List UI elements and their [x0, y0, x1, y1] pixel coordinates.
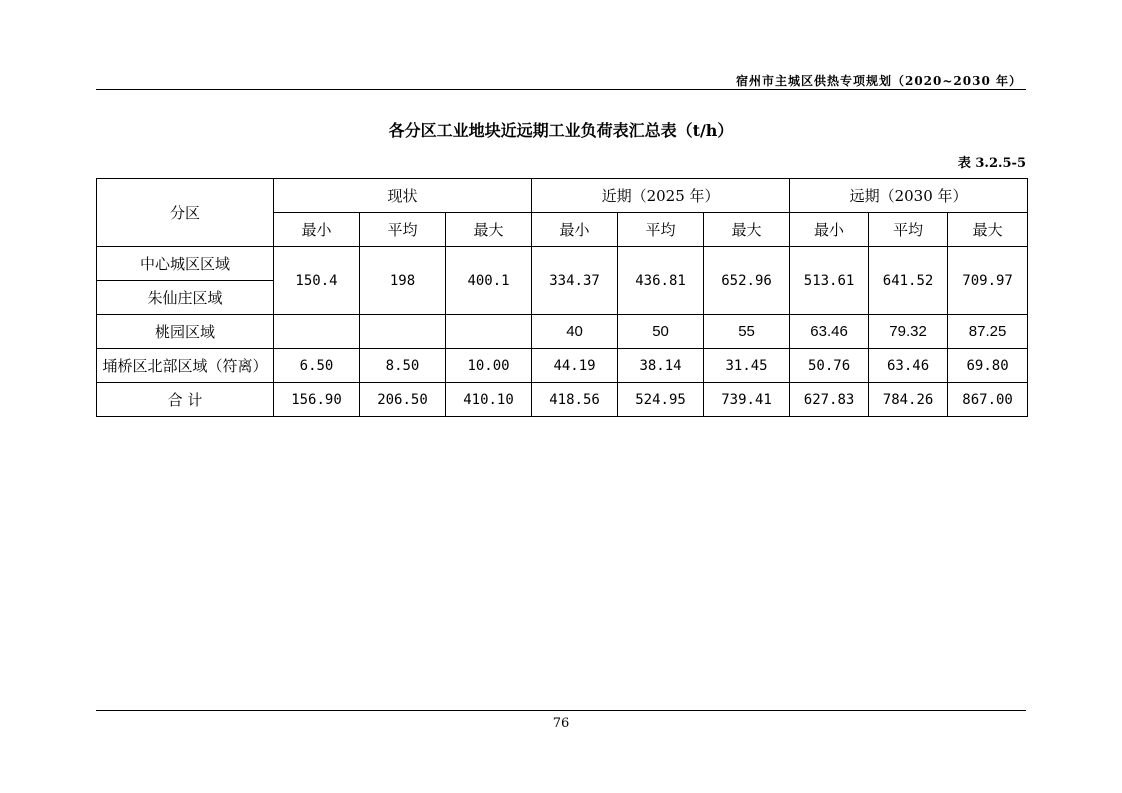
value-cell: 513.61: [790, 247, 869, 315]
table-title: 各分区工业地块近远期工业负荷表汇总表（t/h）: [388, 121, 734, 140]
group-header-near-term: 近期（2025 年）: [532, 179, 790, 213]
group-header-long-term: 远期（2030 年）: [790, 179, 1028, 213]
value-cell: 50: [618, 315, 704, 349]
value-cell: 652.96: [704, 247, 790, 315]
subheader-cell: 最大: [948, 213, 1028, 247]
total-label-cell: 合 计: [97, 383, 274, 417]
total-value-cell: 784.26: [869, 383, 948, 417]
subheader-cell: 最小: [274, 213, 360, 247]
value-cell: [446, 315, 532, 349]
value-cell: 69.80: [948, 349, 1028, 383]
value-cell: 334.37: [532, 247, 618, 315]
total-value-cell: 418.56: [532, 383, 618, 417]
group-header-current: 现状: [274, 179, 532, 213]
total-value-cell: 156.90: [274, 383, 360, 417]
subheader-cell: 平均: [869, 213, 948, 247]
subheader-cell: 最大: [704, 213, 790, 247]
value-cell: 400.1: [446, 247, 532, 315]
value-cell: 436.81: [618, 247, 704, 315]
value-cell: 8.50: [360, 349, 446, 383]
table-row: [97, 315, 1028, 349]
value-cell: 150.4: [274, 247, 360, 315]
zone-name-cell: 中心城区区域: [97, 247, 274, 281]
total-value-cell: 410.10: [446, 383, 532, 417]
value-cell: 55: [704, 315, 790, 349]
page-number: 76: [552, 716, 570, 731]
table-row: [97, 247, 1028, 281]
total-value-cell: 524.95: [618, 383, 704, 417]
load-summary-table: [96, 178, 1028, 417]
footer-rule: [96, 710, 1026, 711]
value-cell: 44.19: [532, 349, 618, 383]
value-cell: 50.76: [790, 349, 869, 383]
zone-name-cell: 桃园区域: [97, 315, 274, 349]
table-row: [97, 349, 1028, 383]
value-cell: [274, 315, 360, 349]
value-cell: 198: [360, 247, 446, 315]
running-header: 宿州市主城区供热专项规划（2020~2030 年）: [735, 74, 1022, 88]
value-cell: 79.32: [869, 315, 948, 349]
total-value-cell: 206.50: [360, 383, 446, 417]
table-number: 表 3.2.5-5: [957, 156, 1026, 171]
header-rule: [96, 89, 1026, 90]
group-header-row: [97, 179, 1028, 213]
subheader-cell: 平均: [360, 213, 446, 247]
zone-name-cell: 朱仙庄区域: [97, 281, 274, 315]
value-cell: 40: [532, 315, 618, 349]
total-value-cell: 867.00: [948, 383, 1028, 417]
zone-column-header: 分区: [97, 179, 274, 247]
value-cell: 6.50: [274, 349, 360, 383]
total-row: [97, 383, 1028, 417]
value-cell: 641.52: [869, 247, 948, 315]
value-cell: 38.14: [618, 349, 704, 383]
zone-name-cell: 埇桥区北部区域（符离）: [97, 349, 274, 383]
total-value-cell: 739.41: [704, 383, 790, 417]
subheader-cell: 平均: [618, 213, 704, 247]
value-cell: 31.45: [704, 349, 790, 383]
subheader-cell: 最大: [446, 213, 532, 247]
value-cell: [360, 315, 446, 349]
total-value-cell: 627.83: [790, 383, 869, 417]
subheader-cell: 最小: [790, 213, 869, 247]
value-cell: 63.46: [790, 315, 869, 349]
value-cell: 709.97: [948, 247, 1028, 315]
value-cell: 63.46: [869, 349, 948, 383]
value-cell: 10.00: [446, 349, 532, 383]
value-cell: 87.25: [948, 315, 1028, 349]
subheader-cell: 最小: [532, 213, 618, 247]
